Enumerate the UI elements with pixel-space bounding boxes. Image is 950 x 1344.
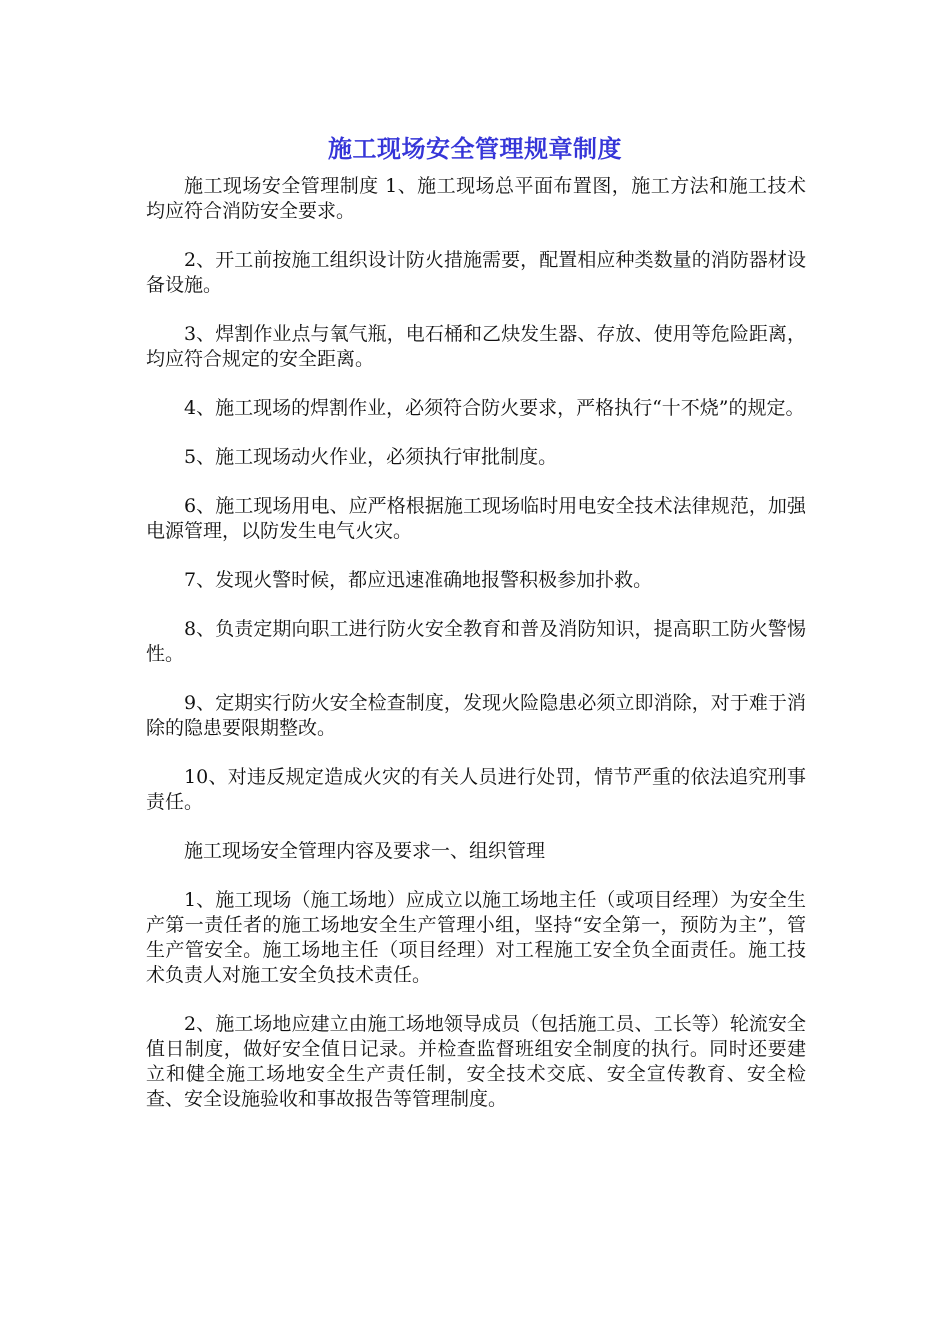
paragraph-3: 3、焊割作业点与氧气瓶，电石桶和乙炔发生器、存放、使用等危险距离，均应符合规定的安全距离。	[146, 323, 806, 370]
paragraph-10: 10、对违反规定造成火灾的有关人员进行处罚，情节严重的依法追究刑事责任。	[146, 766, 806, 813]
paragraph-org-1: 1、施工现场（施工场地）应成立以施工场地主任（或项目经理）为安全生产第一责任者的施工场地安全生产管理小组，坚持“安全第一，预防为主”，管生产管安全。施工场地主任（项目经理）对工程施工安全负全面责任。施工技术负责人对施工安全负技术责任。	[146, 889, 806, 986]
paragraph-7: 7、发现火警时候，都应迅速准确地报警积极参加扑救。	[184, 569, 653, 591]
paragraph-9: 9、定期实行防火安全检查制度，发现火险隐患必须立即消除，对于难于消除的隐患要限期整改。	[146, 692, 806, 739]
document-title: 施工现场安全管理规章制度	[328, 135, 622, 163]
paragraph-4: 4、施工现场的焊割作业，必须符合防火要求，严格执行“十不烧”的规定。	[184, 397, 805, 419]
paragraph-1: 施工现场安全管理制度 1、施工现场总平面布置图，施工方法和施工技术均应符合消防安全要求。	[146, 175, 806, 222]
paragraph-2: 2、开工前按施工组织设计防火措施需要，配置相应种类数量的消防器材设备设施。	[146, 249, 806, 296]
paragraph-6: 6、施工现场用电、应严格根据施工现场临时用电安全技术法律规范，加强电源管理，以防发生电气火灾。	[146, 495, 806, 542]
section-heading: 施工现场安全管理内容及要求一、组织管理	[184, 840, 546, 862]
paragraph-8: 8、负责定期向职工进行防火安全教育和普及消防知识，提高职工防火警惕性。	[146, 618, 806, 665]
document-body	[146, 174, 806, 1136]
paragraph-org-2: 2、施工场地应建立由施工场地领导成员（包括施工员、工长等）轮流安全值日制度，做好安全值日记录。并检查监督班组安全制度的执行。同时还要建立和健全施工场地安全生产责任制，安全技术交底、安全宣传教育、安全检查、安全设施验收和事故报告等管理制度。	[146, 1013, 806, 1110]
paragraph-5: 5、施工现场动火作业，必须执行审批制度。	[184, 446, 558, 468]
